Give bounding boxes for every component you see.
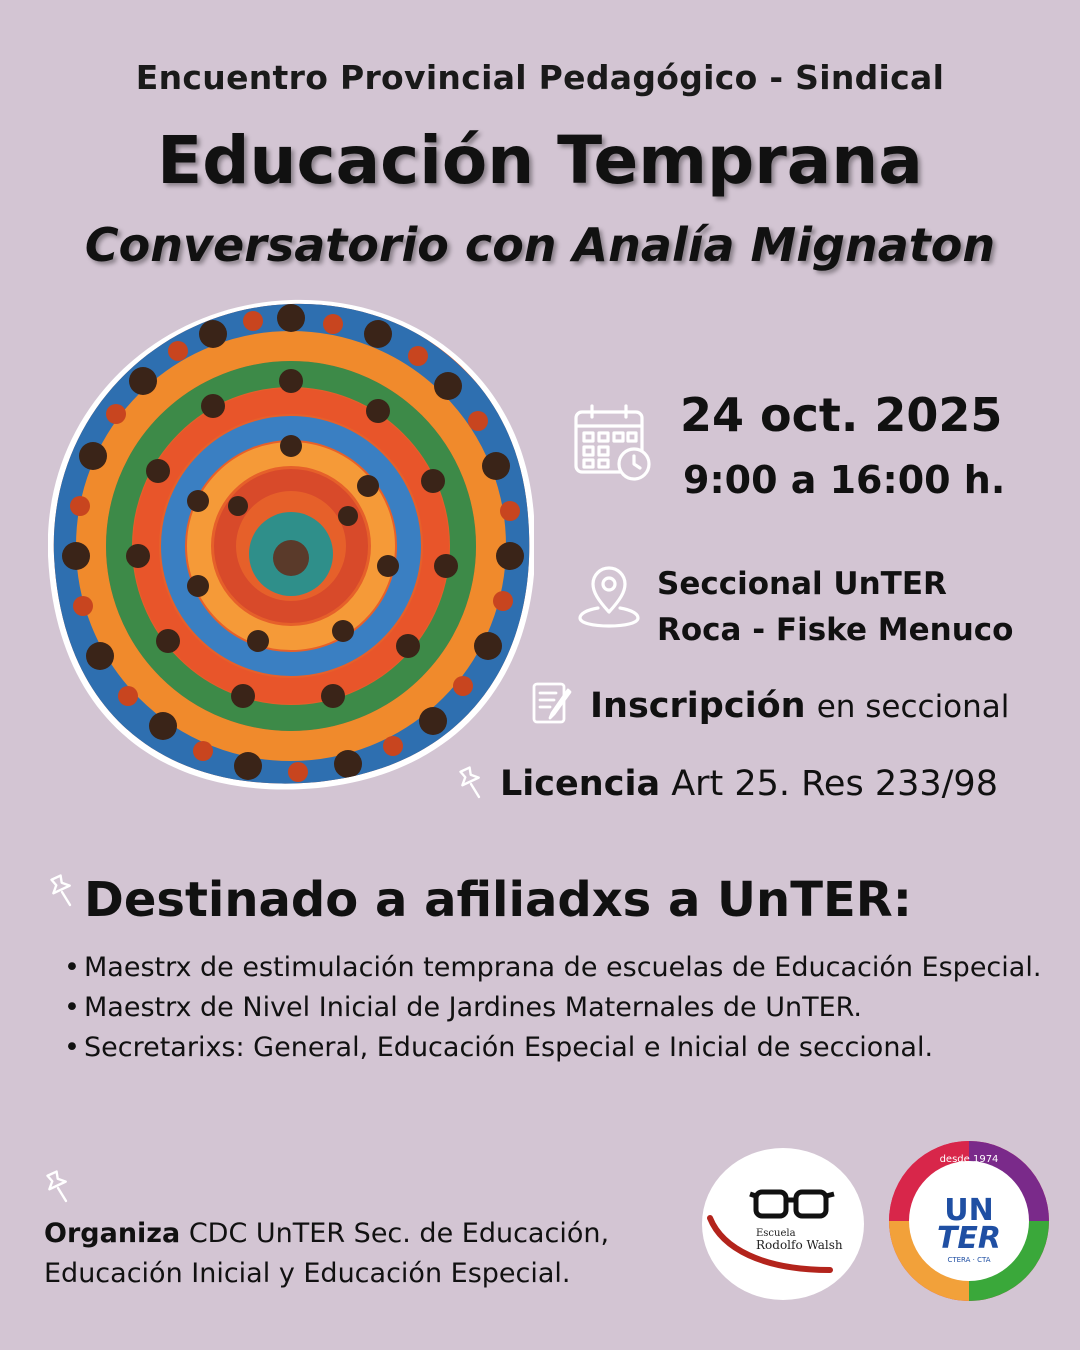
children-circle-illustration: [48, 296, 534, 790]
organizer-text: [44, 1214, 609, 1294]
svg-text:TER: TER: [936, 1221, 1002, 1256]
license-rest: Art 25. Res 233/98: [671, 764, 998, 804]
organizer-line-2: Educación Inicial y Educación Especial.: [44, 1258, 571, 1289]
glasses-icon: [750, 1192, 834, 1216]
pushpin-icon: [42, 1170, 72, 1204]
license-line: [500, 764, 998, 804]
svg-text:CTERA · CTA: CTERA · CTA: [947, 1256, 991, 1264]
event-title: Educación Temprana: [157, 122, 923, 199]
event-date: 24 oct. 2025: [680, 388, 1003, 442]
svg-text:Rodolfo Walsh: Rodolfo Walsh: [756, 1238, 843, 1252]
calendar-clock-icon: [572, 402, 654, 484]
organizer-line-1: CDC UnTER Sec. de Educación,: [188, 1218, 610, 1249]
event-subtitle: Conversatorio con Analía Mignaton: [84, 218, 996, 272]
svg-text:desde 1974: desde 1974: [939, 1154, 999, 1165]
inscription-line: [590, 686, 1009, 726]
list-item: • Secretarixs: General, Educación Especial e Inicial de seccional.: [64, 1032, 934, 1063]
list-item: • Maestrx de Nivel Inicial de Jardines Maternales de UnTER.: [64, 992, 863, 1023]
pushpin-icon: [455, 766, 485, 800]
audience-heading: Destinado a afiliadxs a UnTER:: [84, 872, 912, 928]
svg-text:UN: UN: [944, 1193, 994, 1228]
venue-line-2: Roca - Fiske Menuco: [657, 612, 1014, 648]
svg-text:Escuela: Escuela: [756, 1228, 796, 1239]
school-logo: [702, 1148, 864, 1300]
unter-logo: [888, 1140, 1050, 1302]
inscription-rest: en seccional: [816, 689, 1010, 725]
event-pretitle: Encuentro Provincial Pedagógico - Sindical: [135, 58, 945, 97]
form-pen-icon: [530, 680, 576, 726]
license-bold: Licencia: [500, 764, 661, 804]
location-pin-icon: [576, 564, 642, 630]
pushpin-icon: [46, 874, 76, 908]
organizer-label: Organiza: [44, 1218, 181, 1249]
event-time: 9:00 a 16:00 h.: [683, 458, 1006, 502]
inscription-bold: Inscripción: [590, 686, 806, 726]
list-item: • Maestrx de estimulación temprana de escuelas de Educación Especial.: [64, 952, 1042, 983]
audience-list: [64, 948, 1054, 1068]
venue-line-1: Seccional UnTER: [657, 566, 947, 602]
